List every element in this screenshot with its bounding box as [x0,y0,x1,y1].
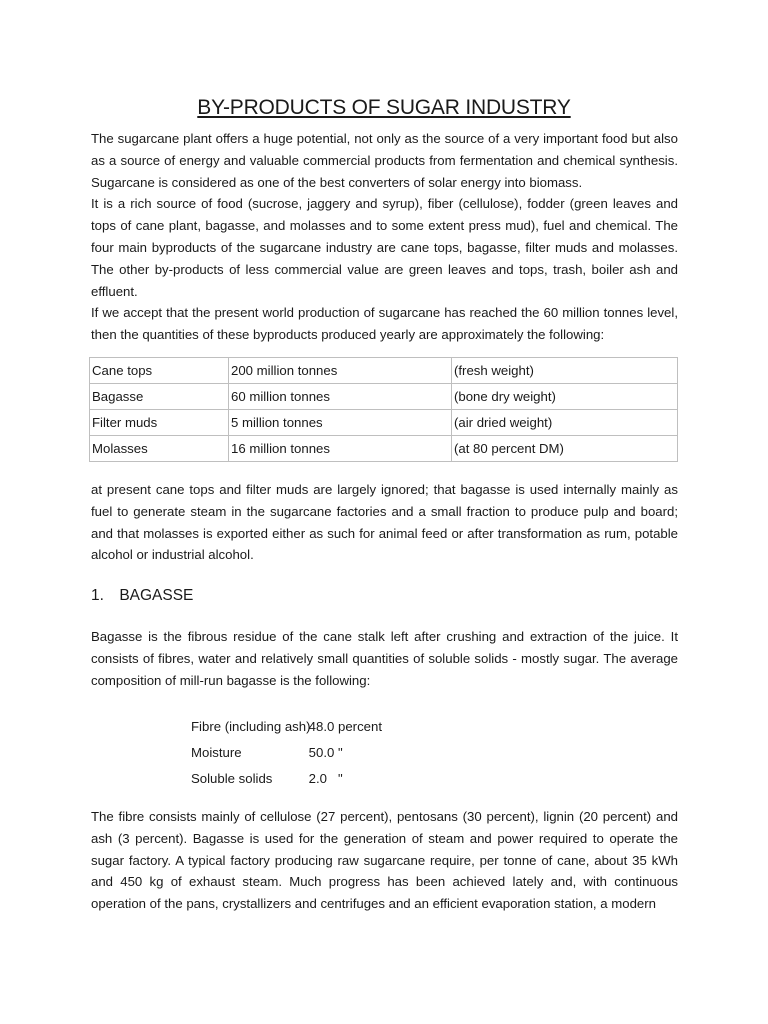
byproduct-quantity-cell: 200 million tonnes [229,358,452,384]
composition-row [191,714,382,740]
table-row [90,384,678,410]
page-title: BY-PRODUCTS OF SUGAR INDUSTRY [197,96,571,119]
composition-label: Soluble solids [191,771,273,786]
bagasse-composition-list [191,714,382,792]
table-row [90,436,678,462]
byproduct-quantity-cell: 60 million tonnes [229,384,452,410]
composition-label: Fibre (including ash) [191,719,311,734]
bagasse-intro-section [91,626,678,691]
composition-row [191,740,382,766]
byproduct-quantity-cell: 5 million tonnes [229,410,452,436]
intro-paragraph: It is a rich source of food (sucrose, jaggery and syrup), fiber (cellulose), fodder (green leaves and tops of cane plant, bagasse, and molasses and to some extent press mud), fuel and chemical. The four main byproducts of the sugarcane industry are cane tops, bagasse, filter muds and molasses. The other by-products of less commercial value are green leaves and tops, trash, boiler ash and effluent. [91,196,678,299]
composition-row [191,766,382,792]
after-table-paragraph: at present cane tops and filter muds are largely ignored; that bagasse is used internally mainly as fuel to generate steam in the sugarcane factories and a small fraction to produce pulp and board; and that molasses is exported either as such for animal feed or after transformation as rum, potable alcohol or industrial alcohol. [91,482,678,563]
byproduct-basis-cell: (fresh weight) [452,358,678,384]
section-title: BAGASSE [119,587,194,604]
intro-section [91,128,678,346]
composition-value: 48.0 percent [308,719,382,734]
composition-label: Moisture [191,745,242,760]
byproduct-basis-cell: (at 80 percent DM) [452,436,678,462]
byproduct-basis-cell: (air dried weight) [452,410,678,436]
composition-value: 50.0 " [308,745,343,760]
table-row [90,358,678,384]
after-table-section [91,479,678,566]
intro-paragraph: The sugarcane plant offers a huge potential, not only as the source of a very important food but also as a source of energy and valuable commercial products from fermentation and chemical synthesis. Sugarcane is considered as one of the best converters of solar energy into biomass. [91,131,678,190]
section-heading-bagasse [91,587,193,605]
byproduct-name-cell: Filter muds [90,410,229,436]
byproduct-name-cell: Cane tops [90,358,229,384]
bagasse-paragraph: Bagasse is the fibrous residue of the cane stalk left after crushing and extraction of the juice. It consists of fibres, water and relatively small quantities of soluble solids - mostly sugar. The average composition of mill-run bagasse is the following: [91,629,678,688]
byproducts-table [89,357,678,462]
intro-paragraph: If we accept that the present world production of sugarcane has reached the 60 million tonnes level, then the quantities of these byproducts produced yearly are approximately the following: [91,305,678,343]
fibre-section [91,806,678,915]
composition-value: 2.0 " [308,771,343,786]
fibre-paragraph: The fibre consists mainly of cellulose (27 percent), pentosans (30 percent), lignin (20 percent) and ash (3 percent). Bagasse is used for the generation of steam and power required to operate the sugar factory. A typical factory producing raw sugarcane require, per tonne of cane, about 35 kWh and 450 kg of exhaust steam. Much progress has been achieved lately and, with continuous operation of the pans, crystallizers and centrifuges and an efficient evaporation station, a modern [91,809,678,912]
table-row [90,410,678,436]
byproduct-name-cell: Bagasse [90,384,229,410]
byproduct-basis-cell: (bone dry weight) [452,384,678,410]
byproduct-quantity-cell: 16 million tonnes [229,436,452,462]
byproduct-name-cell: Molasses [90,436,229,462]
section-number: 1. [91,587,104,604]
